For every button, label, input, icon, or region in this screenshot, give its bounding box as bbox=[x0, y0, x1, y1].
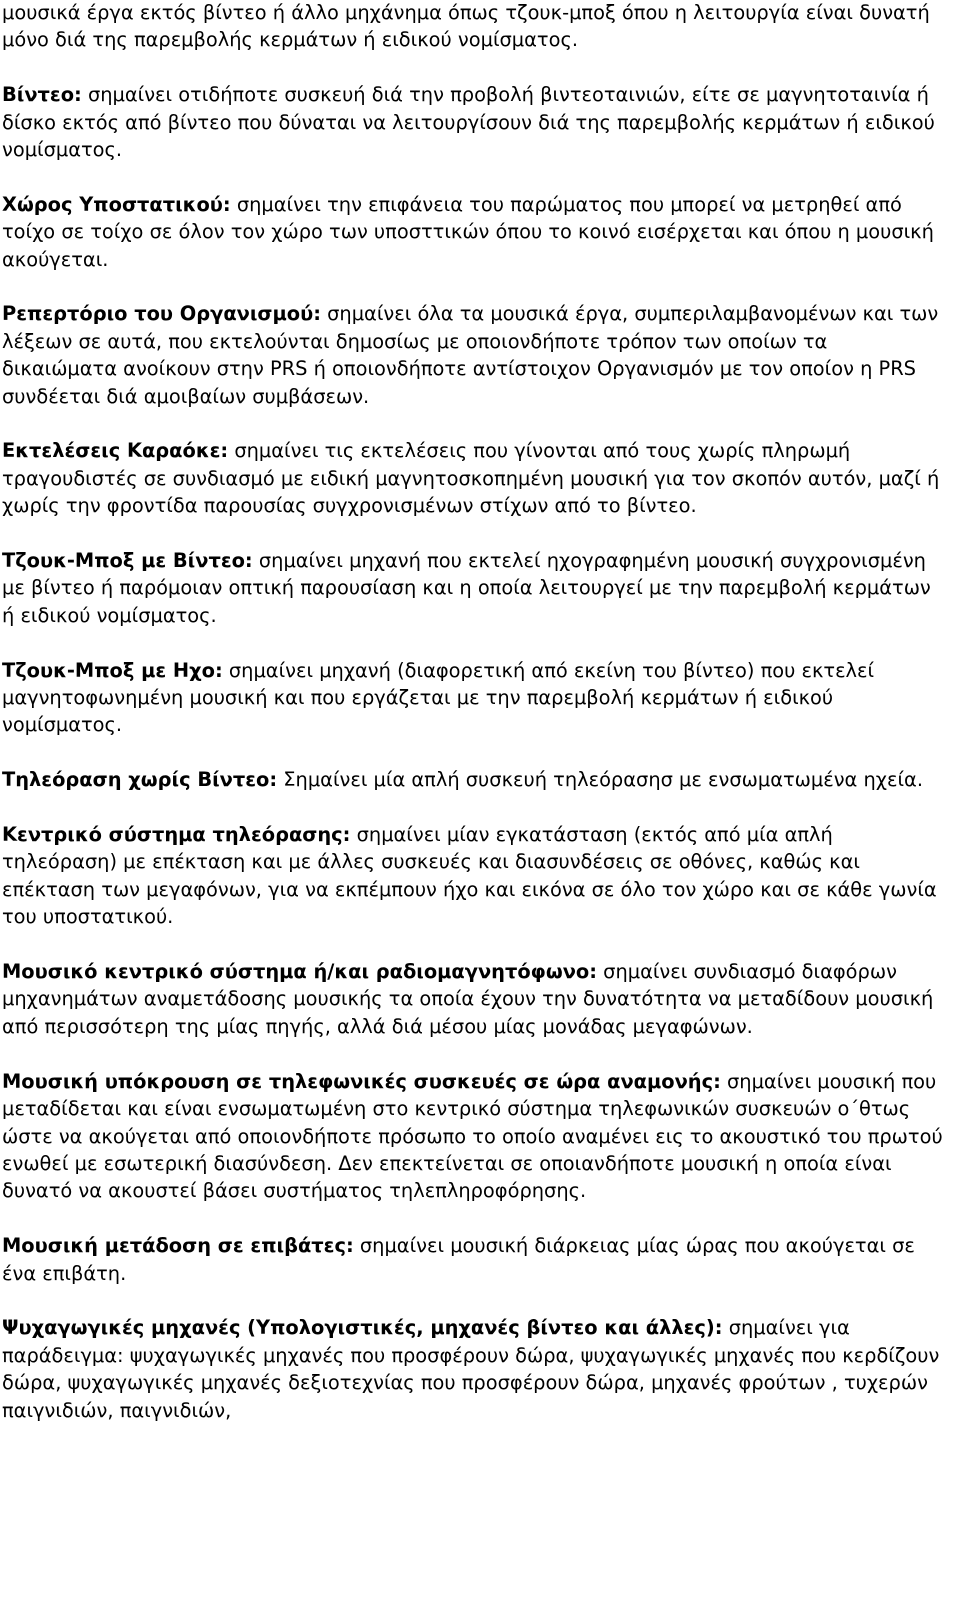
definition-tv-without-video bbox=[2, 766, 946, 793]
definition-karaoke bbox=[2, 437, 946, 519]
definition-amusement-machines bbox=[2, 1314, 946, 1424]
definition-text: σημαίνει μουσική διάρκειας μίας ώρας που ακούγεται σε ένα επιβάτη. bbox=[2, 1234, 915, 1285]
definition-text: σημαίνει την επιφάνεια του παρώματος που μπορεί να μετρηθεί από τοίχο σε τοίχο σε όλον τον χώρο των υποσττικών όπου το κοινό εισέρχεται και όπου η μουσική ακούγεται. bbox=[2, 192, 934, 271]
term-label: Ρεπερτόριο του Οργανισμού: bbox=[2, 302, 321, 326]
definition-text: σημαίνει οτιδήποτε συσκευή διά την προβολή βιντεοταινιών, είτε σε μαγνητοταινία ή δίσκο εκτός από βίντεο που δύναται να λειτουργίσουν διά της παρεμβολής κερμάτων ή ειδικού νομίσματος. bbox=[2, 83, 935, 162]
definition-text: σημαίνει μηχανή που εκτελεί ηχογραφημένη μουσική συγχρονισμένη με βίντεο ή παρόμοιαν οπτική παρουσίαση και η οποία λειτουργεί με την παρεμβολή κερμάτων ή ειδικού νομίσματος. bbox=[2, 549, 931, 627]
definition-text: σημαίνει συνδιασμό διαφόρων μηχανημάτων αναμετάδοσης μουσικής τα οποία έχουν την δυνατότητα να μεταδίδουν μουσική από περισσότερη της μίας πηγής, αλλά διά μέσου μίας μονάδας μεγαφώνων. bbox=[2, 960, 934, 1038]
definition-passenger-music bbox=[2, 1232, 946, 1287]
lead-paragraph: μουσικά έργα εκτός βίντεο ή άλλο μηχάνημα όπως τζουκ-μποξ όπου η λειτουργία είναι δυνατή μόνο διά της παρεμβολής κερμάτων ή ειδικού νομίσματος. bbox=[2, 1, 930, 52]
definition-central-tv-system bbox=[2, 821, 946, 931]
definition-music-on-hold bbox=[2, 1068, 946, 1205]
term-label: Ψυχαγωγικές μηχανές (Υπολογιστικές, μηχανές βίντεο και άλλες): bbox=[2, 1316, 723, 1340]
term-label: Τηλεόραση χωρίς Βίντεο: bbox=[2, 768, 278, 792]
term-label: Εκτελέσεις Καραόκε: bbox=[2, 439, 229, 463]
term-label: Τζουκ-Μποξ με Ηχο: bbox=[2, 658, 223, 682]
term-label: Μουσική υπόκρουση σε τηλεφωνικές συσκευές σε ώρα αναμονής: bbox=[2, 1069, 721, 1093]
definition-text: σημαίνει μουσική που μεταδίδεται και είναι ενσωματωμένη στο κεντρικό σύστημα τηλεφωνικών συσκευών ο΄θτως ώστε να ακούγεται από οποιονδήποτε πρόσωπο το οποίο αναμένει εις το ακουστικό του πρωτού ενωθεί με εσωτερική διασύνδεση. Δεν επεκτείνεται σε οποιανδήποτε μουσική η οποία είναι δυνατό να ακουστεί βάσει συστήματος τηλεπληροφόρησης. bbox=[2, 1069, 943, 1203]
definition-central-music-system bbox=[2, 958, 946, 1040]
definition-premises-area bbox=[2, 191, 946, 273]
term-label: Τζουκ-Μποξ με Βίντεο: bbox=[2, 549, 253, 573]
definition-video bbox=[2, 81, 946, 163]
term-label: Κεντρικό σύστημα τηλεόρασης: bbox=[2, 823, 351, 847]
definition-text: σημαίνει όλα τα μουσικά έργα, συμπεριλαμβανομένων και των λέξεων σε αυτά, που εκτελούνται δημοσίως με οποιονδήποτε τρόπον των οποίων τα δικαιώματα ανοίκουν στην PRS ή οποιονδήποτε αντίστοιχον Οργανισμόν με τον οποίον η PRS συνδέεται διά αμοιβαίων συμβάσεων. bbox=[2, 302, 939, 408]
definition-text: Σημαίνει μία απλή συσκευή τηλεόρασησ με ενσωματωμένα ηχεία. bbox=[283, 768, 923, 792]
definition-repertoire bbox=[2, 300, 946, 410]
term-label: Μουσικό κεντρικό σύστημα ή/και ραδιομαγνητόφωνο: bbox=[2, 960, 597, 984]
definition-text: σημαίνει μηχανή (διαφορετική από εκείνη του βίντεο) που εκτελεί μαγνητοφωνημένη μουσική και που εργάζεται με την παρεμβολή κερμάτων ή ειδικού νομίσματος. bbox=[2, 658, 875, 737]
definition-audio-jukebox bbox=[2, 657, 946, 739]
definition-text: σημαίνει τις εκτελέσεις που γίνονται από τους χωρίς πληρωμή τραγουδιστές σε συνδιασμό με ειδική μαγνητοσκοπημένη μουσική για τον σκοπόν αυτόν, μαζί ή χωρίς την φροντίδα παρουσίας συγχρονισμένων στίχων από το βίντεο. bbox=[2, 439, 940, 518]
definition-text: σημαίνει μίαν εγκατάσταση (εκτός από μία απλή τηλεόραση) με επέκταση και με άλλες συσκευές και διασυνδέσεις σε οθόνες, καθώς και επέκταση των μεγαφόνων, για να εκπέμπουν ήχο και εικόνα σε όλο τον χώρο και σε κάθε γωνία του υποστατικού. bbox=[2, 823, 937, 929]
definition-video-jukebox bbox=[2, 547, 946, 629]
term-label: Μουσική μετάδοση σε επιβάτες: bbox=[2, 1234, 354, 1258]
term-label: Χώρος Υποστατικού: bbox=[2, 192, 231, 216]
term-label: Βίντεο: bbox=[2, 83, 82, 107]
definition-text: σημαίνει για παράδειγμα: ψυχαγωγικές μηχανές που προσφέρουν δώρα, ψυχαγωγικές μηχανές που κερδίζουν δώρα, ψυχαγωγικές μηχανές δεξιοτεχνίας που προσφέρουν δώρα, μηχανές φρούτων , τυχερών παιγνιδιών, παιγνιδιών, bbox=[2, 1316, 940, 1422]
